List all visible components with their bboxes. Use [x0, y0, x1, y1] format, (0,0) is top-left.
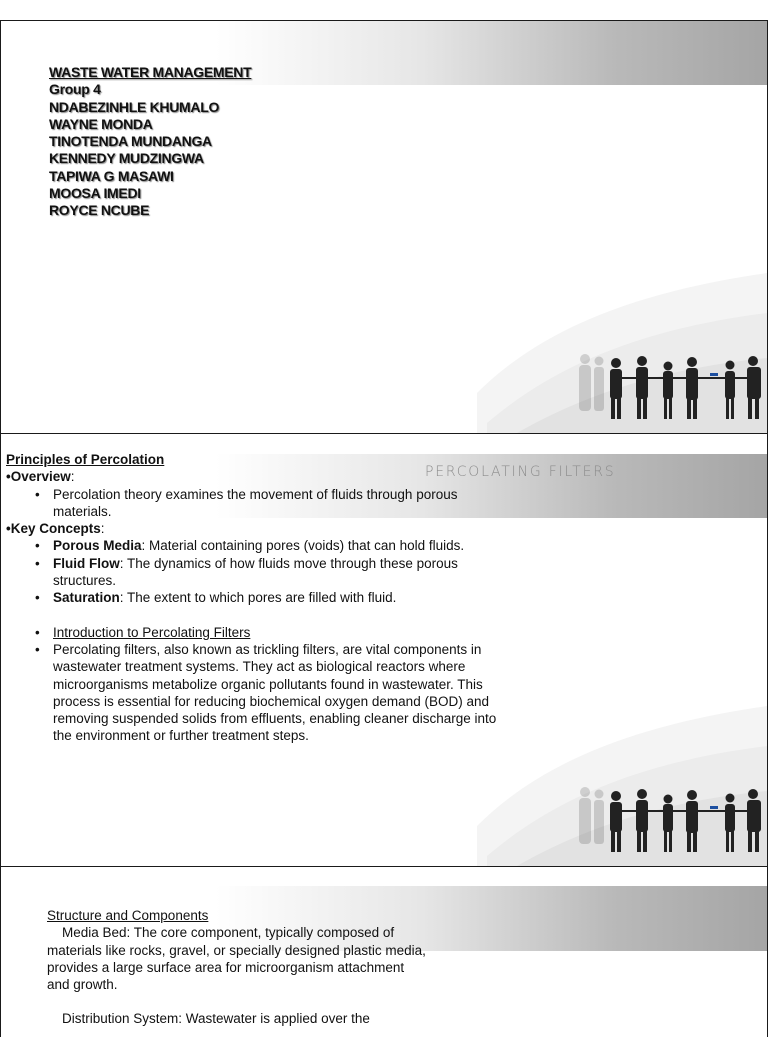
colon: : [100, 521, 105, 537]
concept-desc: : Material containing pores (voids) that can hold fluids. [141, 538, 465, 554]
slide-watermark-title: PERCOLATING FILTERS [425, 464, 616, 480]
key-concepts-label: •Key Concepts [6, 521, 101, 537]
bullet-icon: • [35, 641, 40, 657]
list-item [6, 555, 506, 590]
list-item [6, 624, 506, 641]
distribution-text: Distribution System: Wastewater is applied over the [62, 1011, 370, 1027]
bullet-icon: • [35, 555, 40, 571]
member-name: MOOSA IMEDI [49, 185, 141, 202]
member-name: TAPIWA G MASAWI [49, 167, 174, 184]
list-item [6, 589, 506, 606]
business-people-illustration [477, 706, 767, 866]
member-name: TINOTENDA MUNDANGA [49, 133, 212, 150]
list-item [6, 537, 506, 554]
overview-line [6, 468, 506, 485]
slide-title [0, 20, 768, 434]
slide-body [6, 451, 506, 745]
list-item [6, 486, 506, 521]
list-item [6, 641, 506, 745]
member-name: WAYNE MONDA [49, 115, 153, 132]
section-heading: Principles of Percolation [6, 452, 165, 467]
concept-term: Fluid Flow [53, 555, 120, 571]
key-concepts-line [6, 520, 506, 537]
group-label: Group 4 [49, 81, 101, 98]
media-bed-text: Media Bed: The core component, typically composed of materials like rocks, gravel, or specially designed plastic media, provides a large surface area for microorganism attachment and growth. [47, 925, 426, 993]
overview-text: Percolation theory examines the movement of fluids through porous materials. [53, 486, 458, 519]
slide-principles [0, 433, 768, 867]
title-block [49, 64, 251, 220]
colon: : [70, 469, 75, 485]
bullet-icon: • [35, 486, 40, 502]
member-name: ROYCE NCUBE [49, 202, 150, 219]
slide-body [47, 907, 427, 1028]
concept-term: Saturation [53, 590, 120, 606]
member-name: KENNEDY MUDZINGWA [49, 150, 204, 167]
concept-term: Porous Media [53, 538, 142, 554]
business-people-illustration [477, 273, 767, 433]
overview-label: •Overview [6, 469, 71, 485]
bullet-icon: • [35, 538, 40, 554]
slide-structure [0, 866, 768, 1037]
bullet-icon: • [35, 624, 40, 640]
bullet-icon: • [35, 590, 40, 606]
section-heading: Structure and Components [47, 908, 209, 923]
intro-text: Percolating filters, also known as trickling filters, are vital components in wastewater treatment systems. They act as biological reactors where microorganisms metabolize organic pollutants found in wastewater. This process is essential for reducing biochemical oxygen demand (BOD) and removing suspended solids from effluents, enabling cleaner discharge into the environment or further treatment steps. [53, 641, 497, 744]
concept-desc: : The extent to which pores are filled with fluid. [119, 590, 397, 606]
concept-desc: : The dynamics of how fluids move through these porous structures. [53, 555, 458, 589]
member-name: NDABEZINHLE KHUMALO [49, 98, 220, 115]
presentation-title: WASTE WATER MANAGEMENT [49, 64, 252, 80]
intro-heading: Introduction to Percolating Filters [53, 624, 251, 640]
